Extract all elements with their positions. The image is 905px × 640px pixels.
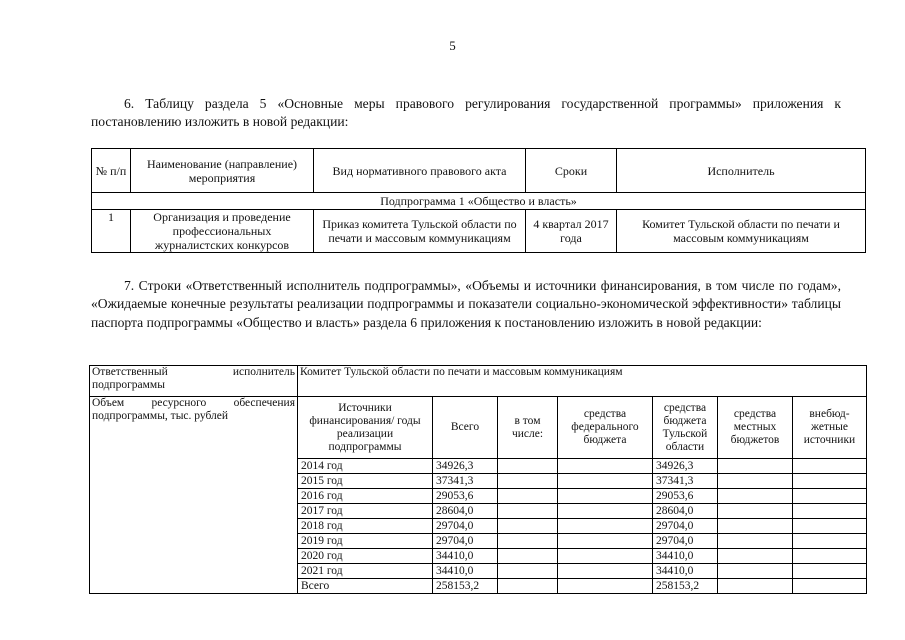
header-act: Вид нормативного правового акта [314,149,526,193]
header-executor: Исполнитель [617,149,866,193]
executor-label: Ответственный исполнитель подпрограммы [90,366,298,397]
header-extrabudgetary: внебюд-жетные источники [793,397,867,459]
year-cell: 2018 год [298,519,433,534]
regional-cell: 29053,6 [653,489,718,504]
header-total: Всего [433,397,498,459]
year-cell: 2016 год [298,489,433,504]
total-cell: 34410,0 [433,564,498,579]
regional-cell: 29704,0 [653,519,718,534]
header-deadline: Сроки [526,149,617,193]
subprogram-row [92,193,866,210]
row-act: Приказ комитета Тульской области по печати и массовым коммуникациям [314,210,526,253]
header-federal: средства федерального бюджета [558,397,653,459]
funding-header-row [90,397,867,459]
header-including: в том числе: [498,397,558,459]
year-cell: Всего [298,579,433,594]
volume-label: Объем ресурсного обеспечения подпрограммы, тыс. рублей [90,397,298,594]
header-sources: Источники финансирования/ годы реализации подпрограммы [298,397,433,459]
row-executor: Комитет Тульской области по печати и массовым коммуникациям [617,210,866,253]
total-cell: 29704,0 [433,519,498,534]
regional-cell: 28604,0 [653,504,718,519]
table-row [92,210,866,253]
total-cell: 29053,6 [433,489,498,504]
passport-table [89,365,867,594]
executor-row [90,366,867,397]
regional-cell: 258153,2 [653,579,718,594]
header-measure: Наименование (направление) мероприятия [131,149,314,193]
year-cell: 2014 год [298,459,433,474]
regional-cell: 34410,0 [653,549,718,564]
total-cell: 37341,3 [433,474,498,489]
total-cell: 29704,0 [433,534,498,549]
total-cell: 258153,2 [433,579,498,594]
row-number: 1 [92,210,131,253]
year-cell: 2020 год [298,549,433,564]
row-deadline: 4 квартал 2017 года [526,210,617,253]
total-cell: 34926,3 [433,459,498,474]
regional-cell: 29704,0 [653,534,718,549]
regional-cell: 34410,0 [653,564,718,579]
total-cell: 28604,0 [433,504,498,519]
total-cell: 34410,0 [433,549,498,564]
header-number: № п/п [92,149,131,193]
year-cell: 2019 год [298,534,433,549]
subprogram-title: Подпрограмма 1 «Общество и власть» [92,193,866,210]
regional-cell: 34926,3 [653,459,718,474]
regional-cell: 37341,3 [653,474,718,489]
year-cell: 2021 год [298,564,433,579]
header-regional: средства бюджета Тульской области [653,397,718,459]
year-cell: 2017 год [298,504,433,519]
year-cell: 2015 год [298,474,433,489]
executor-value: Комитет Тульской области по печати и массовым коммуникациям [298,366,867,397]
paragraph-7: 7. Строки «Ответственный исполнитель подпрограммы», «Объемы и источники финансирования, в том числе по годам», «Ожидаемые конечные результаты реализации подпрограммы и показатели социально-экономической эффективности» таблицы паспорта подпрограммы «Общество и власть» раздела 6 приложения к постановлению изложить в новой редакции: [91,278,841,330]
row-measure: Организация и проведение профессиональных журналистских конкурсов [131,210,314,253]
header-local: средства местных бюджетов [718,397,793,459]
measures-table [91,148,866,253]
page-number: 5 [449,38,456,53]
table-header-row [92,149,866,193]
paragraph-6: 6. Таблицу раздела 5 «Основные меры правового регулирования государственной программы» приложения к постановлению изложить в новой редакции: [91,96,841,130]
